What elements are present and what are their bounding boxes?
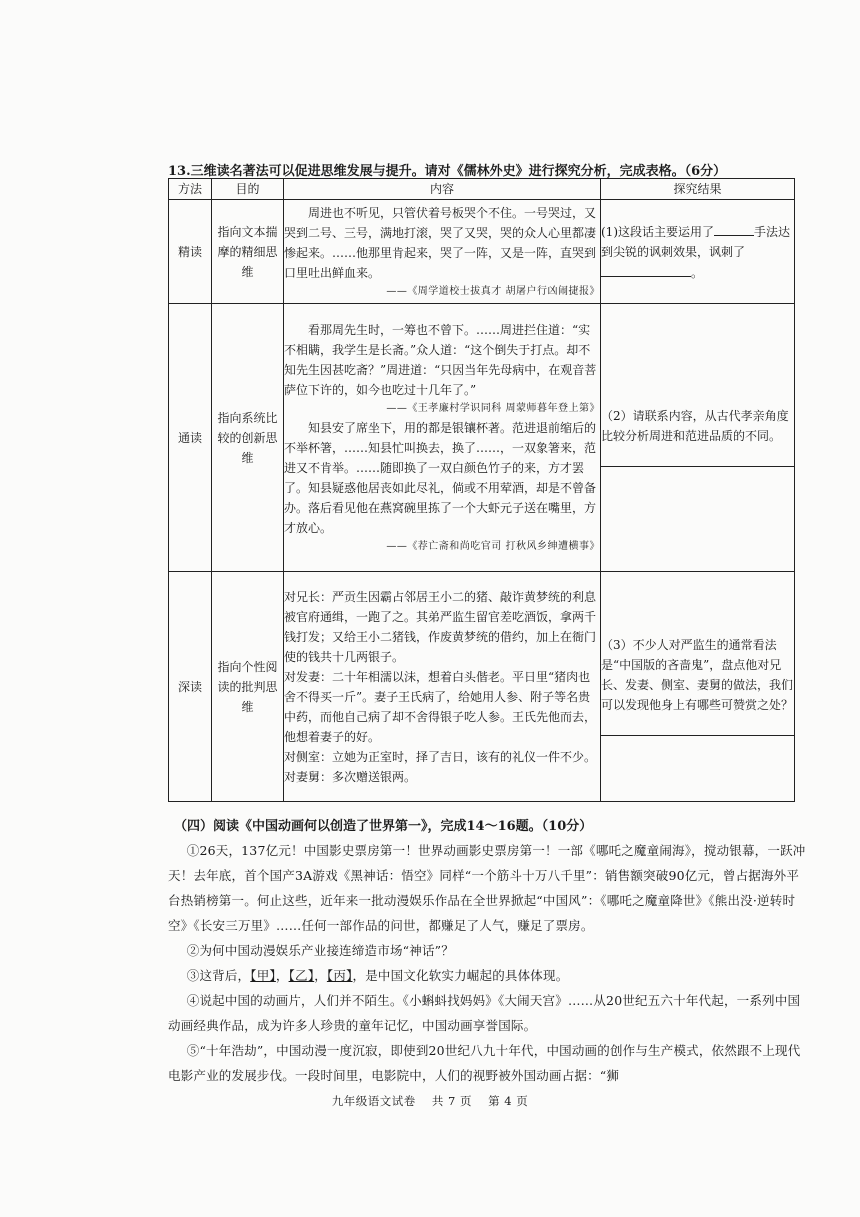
blank-jia: 【甲】 xyxy=(250,968,276,983)
excerpt-source: ——《王孝廉村学识同科 周蒙师暮年登上第》 xyxy=(386,402,600,414)
paragraph-3 xyxy=(168,963,808,988)
table-row-full-reading xyxy=(169,304,795,572)
excerpt-text: 看那周先生时，一筹也不曾下。……周进拦住道：“实不相瞒，我学生是长斋。”众人道：“这个倒失于打点。却不知先生因甚吃斋？”周进道：“只因当年先母病中，在观音菩萨位下许的，如今也吃过十几年了。” xyxy=(284,322,597,397)
separator: ， xyxy=(314,968,327,983)
paragraph-2: ②为何中国动漫娱乐产业接连缔造市场“神话”？ xyxy=(186,943,454,958)
purpose-cell: 指向个性阅读的批判思维 xyxy=(212,572,284,802)
total-pages: 共 7 页 xyxy=(431,1094,472,1108)
result-text: （2）请联系内容，从古代孝亲角度比较分析周进和范进品质的不同。 xyxy=(601,409,789,443)
answer-line[interactable] xyxy=(601,721,794,736)
result-cell xyxy=(601,304,795,572)
paragraph-1: ①26天，137亿元！中国影史票房第一！世界动画影史票房第一！一部《哪吒之魔童闹海》，搅动银幕，一跃冲天！去年底，首个国产3A游戏《黑神话：悟空》同样“一个筋斗十万八千里”：销售额突破90亿元，曾占据海外平台热销榜第一。何止这些，近年来一批动漫娱乐作品在全世界掀起“中国风”：《哪吒之魔童降世》《熊出没·逆转时空》《长安三万里》……任何一部作品的问世，都赚足了人气，赚足了票房。 xyxy=(168,843,806,933)
result-cell xyxy=(601,572,795,802)
page-number: 第 4 页 xyxy=(488,1094,529,1108)
method-cell: 深读 xyxy=(169,572,212,802)
answer-line[interactable] xyxy=(601,452,794,467)
excerpt-source: ——《荐亡斋和尚吃官司 打秋风乡绅遭横事》 xyxy=(386,540,600,552)
excerpt-text: 周进也不听见，只管伏着号板哭个不住。一号哭过，又哭到二号、三号，满地打滚，哭了又哭，哭的众人心里都凄惨起来。……他那里肯起来，哭了一阵，又是一阵，直哭到口里吐出鲜血来。 xyxy=(284,205,597,280)
content-cell xyxy=(284,572,601,802)
result-text-c: 。 xyxy=(691,265,704,280)
paragraph-5: ⑤“十年浩劫”，中国动漫一度沉寂，即使到20世纪八九十年代，中国动画的创作与生产模式，依然跟不上现代电影产业的发展步伐。一段时间里，电影院中，人们的视野被外国动画占据：“狮 xyxy=(168,1043,801,1083)
exam-name: 九年级语文试卷 xyxy=(331,1094,416,1108)
content-line: 对发妻：二十年相濡以沫，想着白头偕老。平日里“猪肉也舍不得买一斤”。妻子王氏病了，给她用人参、附子等名贵中药，而他自己病了却不舍得银子吃人参。王氏先他而去，他想着妻子的好。 xyxy=(284,669,597,744)
answer-blank-2[interactable] xyxy=(601,262,691,277)
header-content: 内容 xyxy=(284,179,601,200)
table-row-deep-reading xyxy=(169,572,795,802)
blank-bing: 【丙】 xyxy=(326,968,353,983)
separator: ， xyxy=(275,968,289,983)
purpose-cell: 指向系统比较的创新思维 xyxy=(212,304,284,572)
section-4-title: （四）阅读《中国动画何以创造了世界第一》，完成14～16题。（10分） xyxy=(174,819,593,834)
question-13-title: 13.三维读名著法可以促进思维发展与提升。请对《儒林外史》进行探究分析，完成表格。（6分） xyxy=(168,164,727,179)
table-row-close-reading xyxy=(169,200,795,304)
content-line: 对兄长：严贡生因霸占邻居王小二的猪、敲诈黄梦统的利息被官府通缉，一跑了之。其弟严监生留官差吃酒饭，拿两千钱打发；又给王小二猪钱，作废黄梦统的借约，加上在衙门使的钱共十几两银子。 xyxy=(284,589,597,664)
reading-method-table xyxy=(168,178,795,802)
result-text-b: 手法达到尖锐的讽刺效果，讽刺了 xyxy=(601,224,791,259)
excerpt-source: ——《周学道校士拔真才 胡屠户行凶闹捷报》 xyxy=(386,285,600,297)
content-line: 对妻舅：多次赠送银两。 xyxy=(284,769,417,784)
content-cell xyxy=(284,200,601,304)
paragraph-3-tail: ，是中国文化软实力崛起的具体体现。 xyxy=(352,968,569,983)
method-cell: 通读 xyxy=(169,304,212,572)
page-footer xyxy=(0,1093,860,1109)
result-text-a: (1)这段话主要运用了 xyxy=(601,224,714,239)
answer-blank-1[interactable] xyxy=(714,221,754,236)
section-4 xyxy=(168,815,808,1088)
header-purpose: 目的 xyxy=(212,179,284,200)
table-header-row xyxy=(169,179,795,200)
content-cell xyxy=(284,304,601,572)
blank-yi: 【乙】 xyxy=(288,968,315,983)
paragraph-3-lead: ③这背后， xyxy=(186,968,251,983)
result-text: （3）不少人对严监生的通常看法是“中国版的吝啬鬼”，盘点他对兄长、发妻、侧室、妻舅的做法，我们可以发现他身上有哪些可赞赏之处？ xyxy=(601,638,794,712)
content-line: 对侧室：立她为正室时，择了吉日，该有的礼仪一件不少。 xyxy=(284,749,597,764)
method-cell: 精读 xyxy=(169,200,212,304)
purpose-cell: 指向文本揣摩的精细思维 xyxy=(212,200,284,304)
excerpt-text: 知县安了席坐下，用的都是银镶杯著。范进退前缩后的不举杯箸，……知县忙叫换去，换了……，一双象箸来，范进又不肯举。……随即换了一双白颜色竹子的来，方才罢了。知县疑惑他居丧如此尽礼，倘或不用荤酒，却是不曾备办。落后看见他在燕窝碗里拣了一个大虾元子送在嘴里，方才放心。 xyxy=(284,420,597,535)
header-method: 方法 xyxy=(169,179,212,200)
paragraph-4: ④说起中国的动画片，人们并不陌生。《小蝌蚪找妈妈》《大闹天宫》……从20世纪五六十年代起，一系列中国动画经典作品，成为许多人珍贵的童年记忆，中国动画享誉国际。 xyxy=(168,993,801,1033)
result-cell xyxy=(601,200,795,304)
header-result: 探究结果 xyxy=(601,179,795,200)
